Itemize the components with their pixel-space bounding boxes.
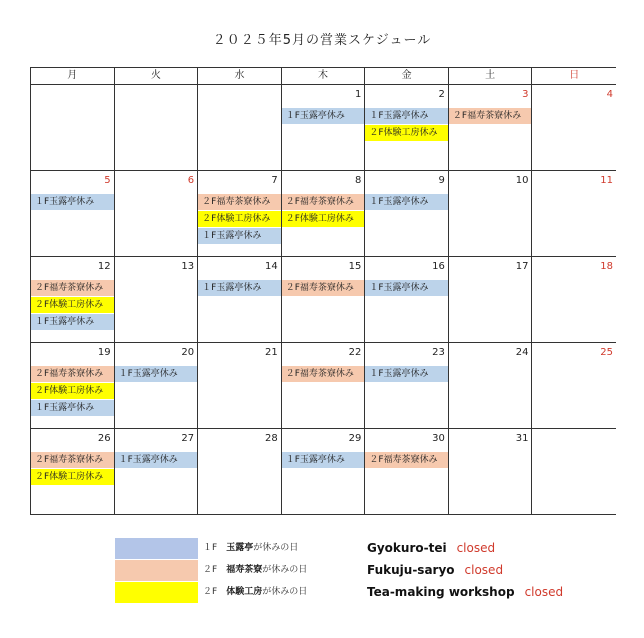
closure-event: １F玉露亭休み [282,452,365,468]
day-events [365,280,448,297]
closure-event: ２F福寿茶寮休み [282,280,365,296]
calendar-day-cell [532,429,616,515]
calendar-day-cell [532,171,616,257]
day-events [198,280,281,297]
calendar-day-cell [282,343,366,429]
weekday-header: 火 [115,68,199,85]
closure-event: ２F福寿茶寮休み [198,194,281,210]
closure-event: １F玉露亭休み [115,366,198,382]
day-number: 12 [97,261,111,272]
day-number: 19 [97,347,111,358]
legend-description [203,586,307,598]
closure-event: １F玉露亭休み [115,452,198,468]
weekday-header: 水 [198,68,282,85]
legend-shop-name: 体験工房 [226,587,263,597]
day-events [31,366,114,417]
calendar-day-cell [31,171,115,257]
calendar-day-cell [115,343,199,429]
legend-suffix: が休みの日 [253,543,299,553]
legend-row [115,560,615,581]
calendar-day-cell [115,257,199,343]
legend-swatch [115,582,198,603]
legend-row [115,538,615,559]
day-number: 29 [348,433,362,444]
legend-description [203,564,307,576]
closure-event: ２F福寿茶寮休み [282,366,365,382]
calendar-day-cell [198,429,282,515]
calendar-week-row [31,85,616,171]
day-number: 11 [600,175,614,186]
legend-english-name: Gyokuro-tei closed [367,541,496,555]
legend-status: closed [456,541,496,555]
legend-status: closed [524,585,564,599]
day-number: 26 [97,433,111,444]
closure-event: ２F福寿茶寮休み [449,108,532,124]
day-events [31,452,114,486]
legend-shop-name: 福寿茶寮 [226,565,263,575]
legend-status: closed [464,563,504,577]
closure-event: ２F福寿茶寮休み [282,194,365,210]
calendar-day-cell [532,257,616,343]
closure-event: １F玉露亭休み [282,108,365,124]
calendar-day-cell [365,171,449,257]
day-events [365,452,448,469]
legend-shop-name: 玉露亭 [226,543,254,553]
legend-row [115,582,615,603]
day-number: 4 [606,89,614,100]
day-events [365,108,448,142]
calendar-week-row [31,171,616,257]
closure-event: １F玉露亭休み [365,194,448,210]
weekday-header: 日 [532,68,616,85]
day-events [282,194,365,228]
day-number: 2 [438,89,445,100]
legend-floor: ２F [203,565,227,575]
calendar-day-cell [115,429,199,515]
day-events [31,280,114,331]
day-number: 15 [348,261,362,272]
legend-english-name: Fukuju-saryo closed [367,563,504,577]
day-events [449,108,532,125]
calendar-day-cell [31,429,115,515]
closure-event: １F玉露亭休み [365,280,448,296]
day-number: 3 [522,89,529,100]
calendar-day-cell [198,343,282,429]
day-events [282,452,365,469]
calendar-day-cell [282,85,366,171]
calendar-day-cell [31,257,115,343]
day-number: 10 [515,175,529,186]
closure-event: ２F福寿茶寮休み [365,452,448,468]
legend-suffix: が休みの日 [262,587,308,597]
day-events [115,366,198,383]
closure-event: １F玉露亭休み [365,366,448,382]
day-events [115,452,198,469]
closure-event: １F玉露亭休み [198,228,281,244]
weekday-header: 月 [31,68,115,85]
day-number: 1 [354,89,362,100]
calendar-day-cell [198,257,282,343]
day-number: 5 [104,175,111,186]
calendar-day-cell [365,85,449,171]
legend-description [203,542,298,554]
calendar-grid [30,67,616,515]
weekday-header: 土 [449,68,533,85]
day-events [282,280,365,297]
calendar-week-row [31,343,616,429]
day-number: 7 [271,175,278,186]
calendar-weeks [31,85,616,515]
calendar-day-cell [198,171,282,257]
day-events [31,194,114,211]
day-number: 25 [600,347,614,358]
closure-event: １F玉露亭休み [365,108,448,124]
page-title: ２０２５年5月の営業スケジュール [212,33,432,48]
legend-suffix: が休みの日 [262,565,308,575]
calendar-day-cell [449,257,533,343]
day-number: 14 [265,261,278,272]
calendar-day-cell [31,85,115,171]
day-number: 20 [181,347,195,358]
calendar-day-cell [449,429,533,515]
calendar-day-cell [449,343,533,429]
calendar-day-cell [365,257,449,343]
day-events [198,194,281,245]
calendar-day-cell [31,343,115,429]
closure-event: ２F福寿茶寮休み [31,280,114,296]
closure-event: ２F体験工房休み [198,211,281,227]
closure-event: ２F福寿茶寮休み [31,366,114,382]
calendar-day-cell [198,85,282,171]
closure-event: ２F体験工房休み [282,211,365,227]
closure-event: ２F体験工房休み [365,125,448,141]
calendar-day-cell [449,85,533,171]
weekday-header: 木 [282,68,366,85]
calendar-week-row [31,257,616,343]
legend-floor: １F [203,543,227,553]
calendar-day-cell [115,171,199,257]
closure-event: １F玉露亭休み [31,314,114,330]
closure-event: １F玉露亭休み [31,194,114,210]
day-number: 8 [354,175,362,186]
day-number: 24 [515,347,529,358]
calendar-week-row [31,429,616,515]
weekday-header: 金 [365,68,449,85]
calendar-day-cell [365,429,449,515]
legend-english-name: Tea-making workshop closed [367,585,564,599]
day-number: 21 [265,347,278,358]
day-number: 27 [181,433,195,444]
closure-event: ２F体験工房休み [31,297,114,313]
day-number: 16 [432,261,445,272]
calendar-day-cell [449,171,533,257]
day-events [282,108,365,125]
legend-floor: ２F [203,587,227,597]
day-events [365,366,448,383]
calendar-day-cell [282,429,366,515]
day-number: 13 [181,261,195,272]
day-events [365,194,448,211]
day-number: 28 [265,433,278,444]
day-number: 30 [432,433,445,444]
legend-swatch [115,538,198,559]
calendar-day-cell [115,85,199,171]
legend-swatch [115,560,198,581]
day-number: 31 [515,433,529,444]
closure-event: １F玉露亭休み [31,400,114,416]
calendar-day-cell [532,343,616,429]
closure-event: ２F福寿茶寮休み [31,452,114,468]
day-number: 18 [600,261,614,272]
day-number: 23 [432,347,445,358]
day-number: 17 [515,261,529,272]
calendar-day-cell [365,343,449,429]
calendar-day-cell [282,257,366,343]
day-number: 9 [438,175,445,186]
day-number: 22 [348,347,362,358]
closure-event: １F玉露亭休み [198,280,281,296]
calendar-day-cell [282,171,366,257]
day-events [282,366,365,383]
closure-event: ２F体験工房休み [31,383,114,399]
day-number: 6 [187,175,195,186]
weekday-header-row [31,68,616,85]
calendar-day-cell [532,85,616,171]
closure-event: ２F体験工房休み [31,469,114,485]
